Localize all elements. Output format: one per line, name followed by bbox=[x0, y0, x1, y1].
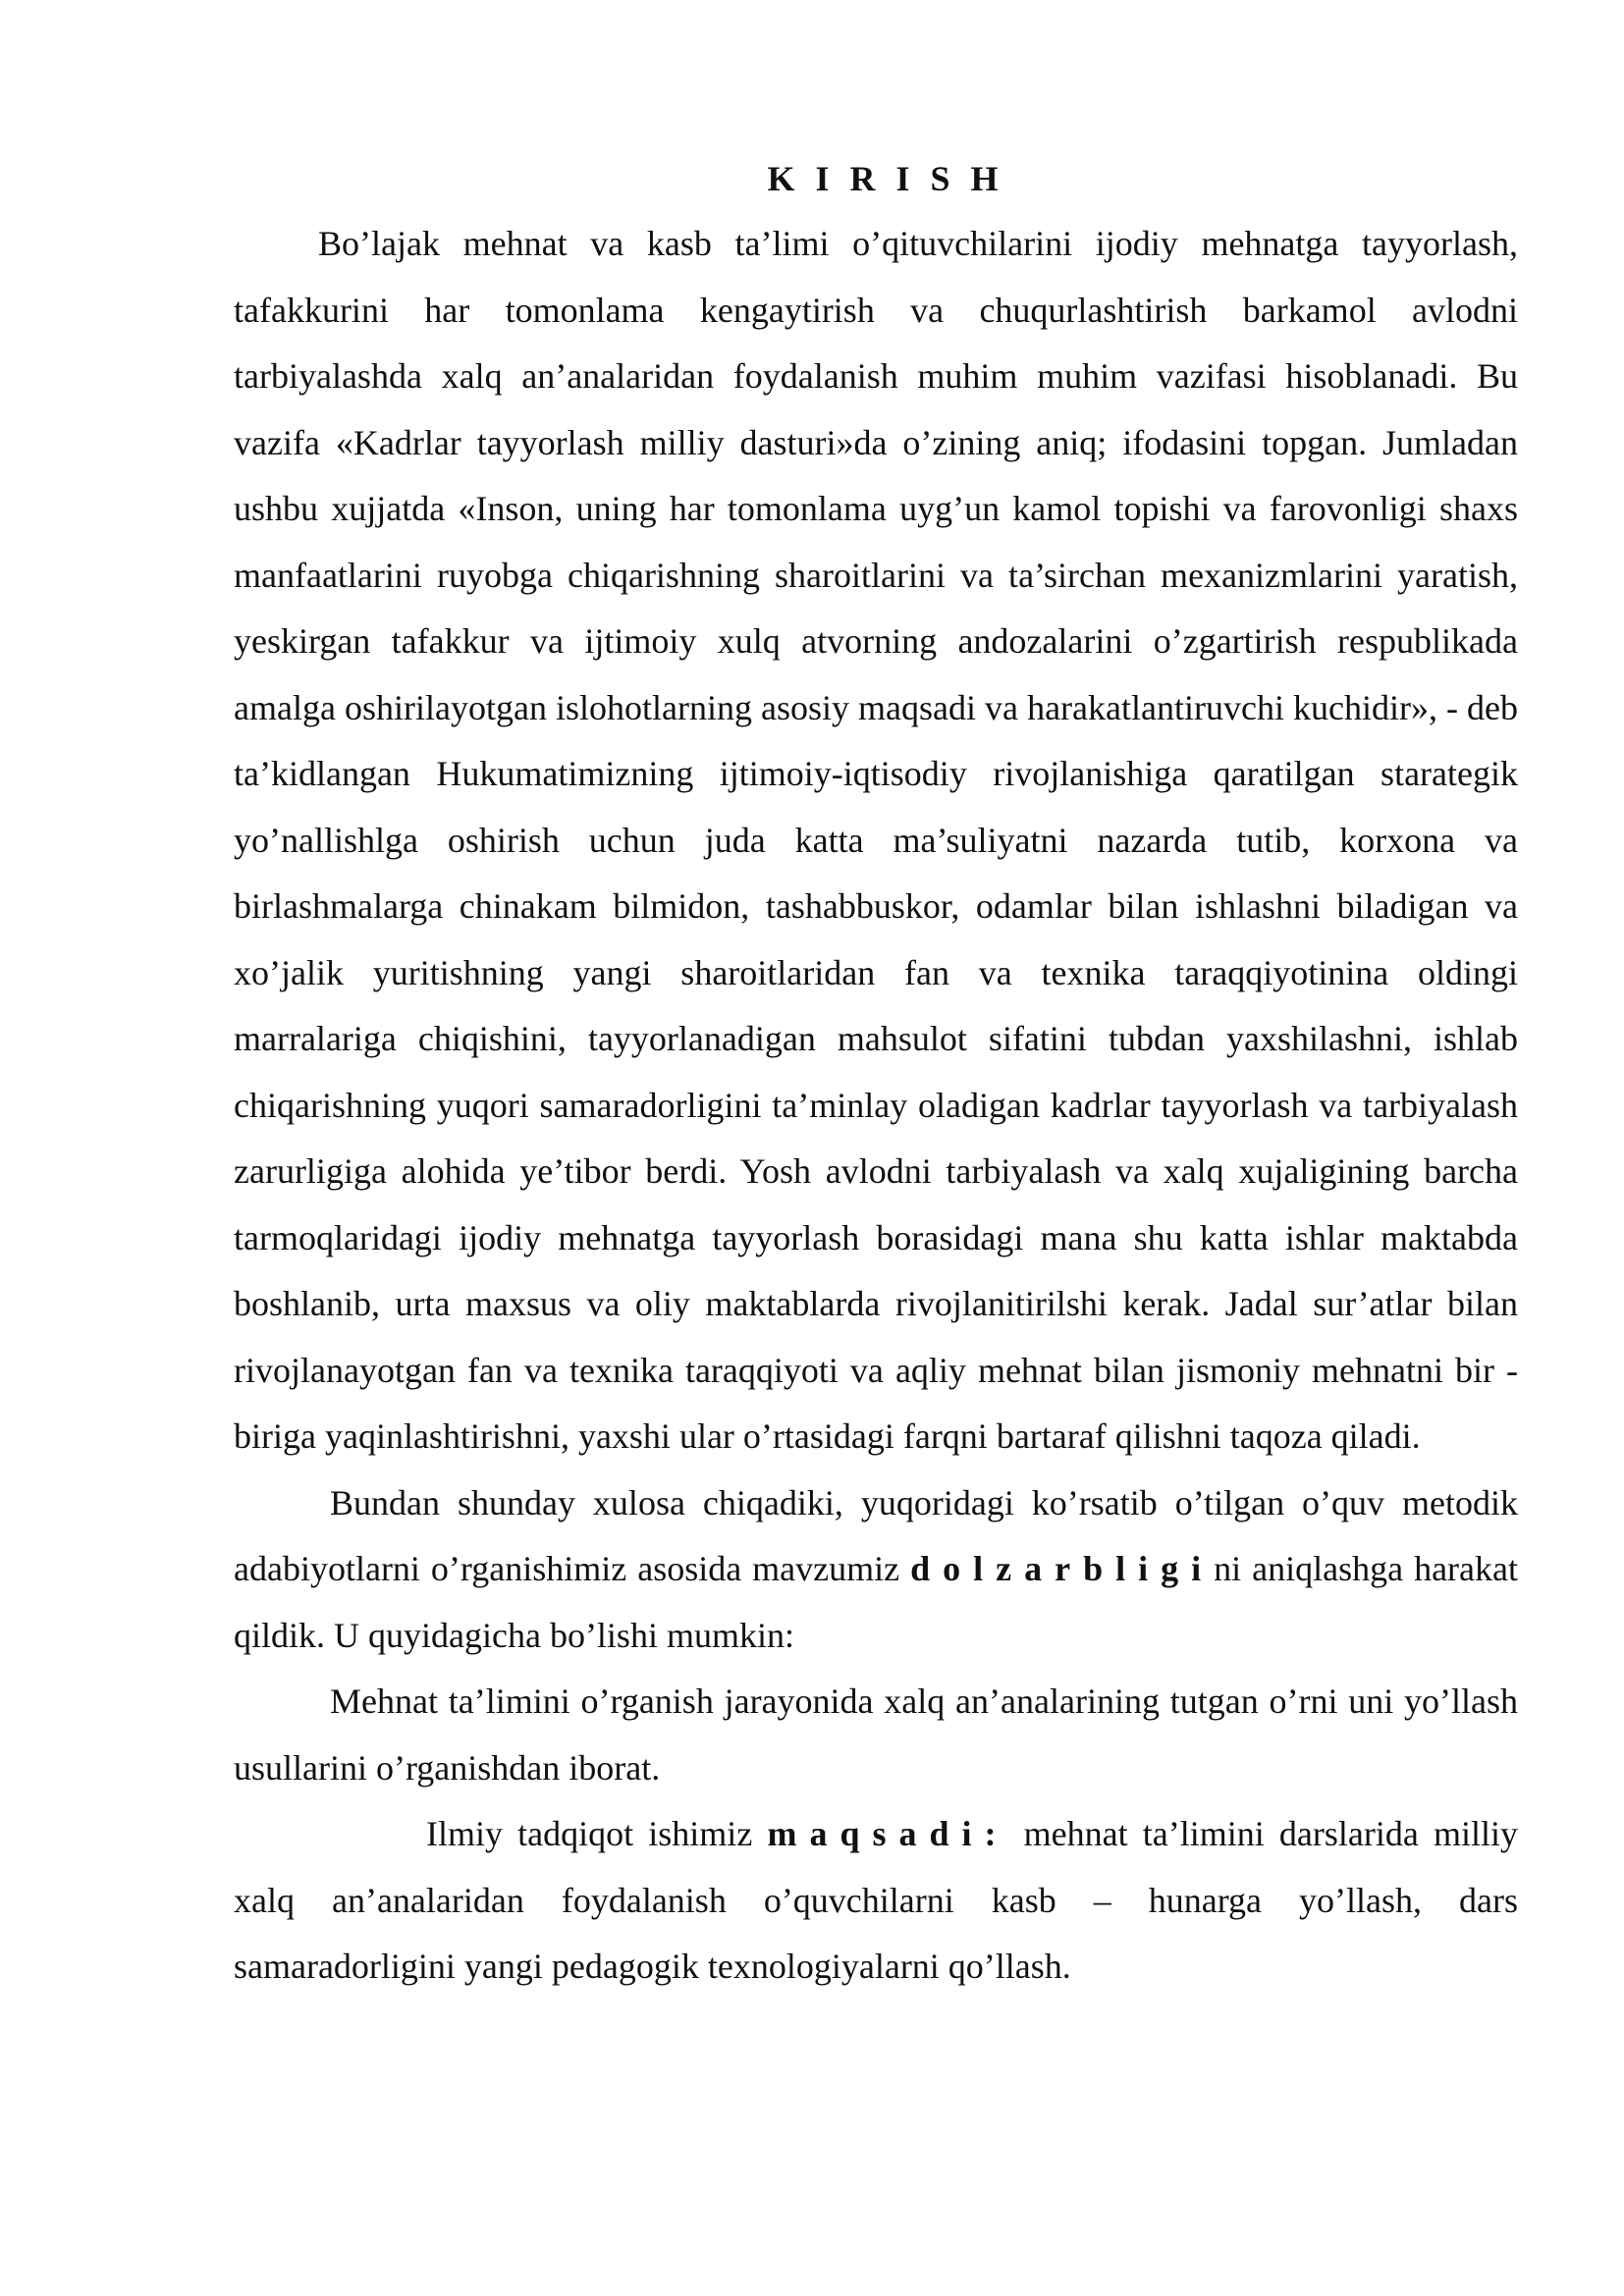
document-page bbox=[234, 147, 1518, 2001]
paragraph-goal-text: Ilmiy tadqiqot ishimiz bbox=[426, 1814, 768, 1853]
paragraph-relevance bbox=[234, 1470, 1518, 1670]
paragraph-relevance-tail: ni aniqlashga harakat qildik. U quyidagicha bo’lishi mumkin: bbox=[234, 1549, 1518, 1655]
document-title: K I R I S H bbox=[767, 159, 1004, 198]
paragraph-intro: Bo’lajak mehnat va kasb ta’limi o’qituvchilarini ijodiy mehnatga tayyorlash, tafakkurini har tomonlama kengaytirish va chuqurlashtirish barkamol avlodni tarbiyalashda xalq an’analaridan foydalanish muhim muhim vazifasi hisoblanadi. Bu vazifa «Kadrlar tayyorlash milliy dasturi»da o’zining aniq; ifodasini topgan. Jumladan ushbu xujjatda «Inson, uning har tomonlama uyg’un kamol topishi va farovonligi shaxs manfaatlarini ruyobga chiqarishning sharoitlarini va ta’sirchan mexanizmlarini yaratish, yeskirgan tafakkur va ijtimoiy xulq atvorning andozalarini o’zgartirish respublikada amalga oshirilayotgan islohotlarning asosiy maqsadi va harakatlantiruvchi kuchidir», - deb ta’kidlangan Hukumatimizning ijtimoiy-iqtisodiy rivojlanishiga qaratilgan starategik yo’nallishlga oshirish uchun juda katta ma’suliyatni nazarda tutib, korxona va birlashmalarga chinakam bilmidon, tashabbuskor, odamlar bilan ishlashni biladigan va xo’jalik yuritishning yangi sharoitlaridan fan va texnika taraqqiyotinina oldingi marralariga chiqishini, tayyorlanadigan mahsulot sifatini tubdan yaxshilashni, ishlab chiqarishning yuqori samaradorligini ta’minlay oladigan kadrlar tayyorlash va tarbiyalash zarurligiga alohida ye’tibor berdi. Yosh avlodni tarbiyalash va xalq xujaligining barcha tarmoqlaridagi ijodiy mehnatga tayyorlash borasidagi mana shu katta ishlar maktabda boshlanib, urta maxsus va oliy maktablarda rivojlanitirilshi kerak. Jadal sur’atlar bilan rivojlanayotgan fan va texnika taraqqiyoti va aqliy mehnat bilan jismoniy mehnatni bir - biriga yaqinlashtirishni, yaxshi ular o’rtasidagi farqni bartaraf qilishni taqoza qiladi. bbox=[234, 224, 1518, 1456]
emphasis-goal: maqsadi: bbox=[767, 1814, 1009, 1853]
paragraph-goal-tail: mehnat ta’limini darslarida milliy xalq an’analaridan foydalanish o’quvchilarni kasb – hunarga yo’llash, dars samaradorligini yangi pedagogik texnologiyalarni qo’llash. bbox=[234, 1814, 1518, 1986]
paragraph-relevance-text: Bundan shunday xulosa chiqadiki, yuqoridagi ko’rsatib o’tilgan o’quv metodik adabiyotlarni o’rganishimiz asosida mavzumiz bbox=[234, 1482, 1518, 1588]
emphasis-relevance: dolzarbligi bbox=[910, 1549, 1215, 1588]
paragraph-labor-education: Mehnat ta’limini o’rganish jarayonida xalq an’analarining tutgan o’rni uni yo’llash usullarini o’rganishdan iborat. bbox=[234, 1682, 1518, 1788]
paragraph-goal bbox=[234, 1801, 1518, 2001]
